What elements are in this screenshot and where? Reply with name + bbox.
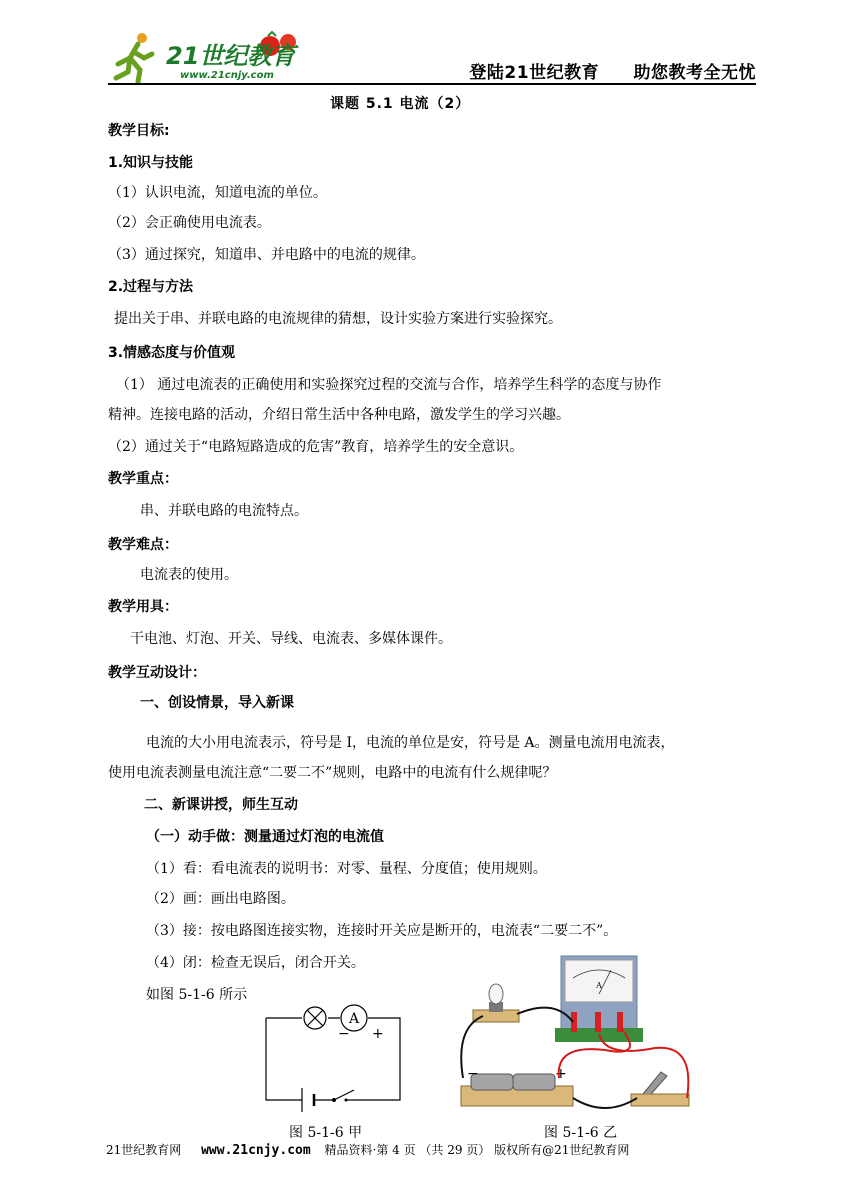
- text-line: （1）看：看电流表的说明书：对零、量程、分度值；使用规则。: [146, 861, 547, 877]
- battery-device: [461, 1066, 573, 1106]
- text-line: 串、并联电路的电流特点。: [140, 503, 308, 519]
- text-line: 教学目标:: [108, 123, 170, 139]
- text-line: 二、新课讲授，师生互动: [144, 797, 298, 813]
- slogan-right: 助您教考全无忧: [633, 63, 756, 83]
- text-line: 干电池、灯泡、开关、导线、电流表、多媒体课件。: [130, 631, 452, 647]
- slogan-left: 登陆21世纪教育: [469, 63, 600, 83]
- circuit-diagram: [262, 1000, 404, 1118]
- text-line: （3）接：按电路图连接实物，连接时开关应是断开的，电流表“二要二不”。: [146, 923, 618, 939]
- ammeter-device: [555, 956, 643, 1042]
- header-slogan: [441, 58, 756, 83]
- svg-text:A: A: [348, 1011, 360, 1027]
- lamp-symbol: [304, 1007, 326, 1029]
- lamp-device: [473, 984, 519, 1022]
- text-line: （2）画：画出电路图。: [146, 891, 295, 907]
- text-line: 精神。连接电路的活动，介绍日常生活中各种电路，激发学生的学习兴趣。: [108, 407, 570, 423]
- 21cnjy-logo: [108, 28, 308, 84]
- text-line: （4）闭：检查无误后，闭合开关。: [146, 955, 365, 971]
- header-rule: [108, 83, 756, 85]
- text-line: （一）动手做：测量通过灯泡的电流值: [146, 829, 384, 845]
- footer-url[interactable]: www.21cnjy.com: [201, 1143, 311, 1158]
- text-line: （3）通过探究，知道串、并电路中的电流的规律。: [108, 247, 425, 263]
- text-line: 一、创设情景，导入新课: [140, 695, 294, 711]
- footer-site: 21世纪教育网: [106, 1143, 182, 1157]
- text-line: 电流的大小用电流表示，符号是 I，电流的单位是安，符号是 A。测量电流用电流表，: [146, 735, 675, 751]
- text-line: （2）会正确使用电流表。: [108, 215, 271, 231]
- text-line: 教学难点：: [108, 537, 178, 553]
- text-line: 使用电流表测量电流注意“二要二不”规则，电路中的电流有什么规律呢？: [108, 765, 557, 781]
- text-line: （1） 通过电流表的正确使用和实验探究过程的交流与合作，培养学生科学的态度与协作: [116, 377, 662, 393]
- page-footer: [106, 1141, 629, 1158]
- battery-symbol: [302, 1088, 314, 1112]
- svg-text:+: +: [372, 1026, 384, 1042]
- switch-device: [631, 1072, 689, 1106]
- text-line: 3.情感态度与价值观: [108, 345, 236, 361]
- svg-text:A: A: [596, 981, 602, 990]
- svg-text:www.21cnjy.com: www.21cnjy.com: [180, 70, 274, 81]
- footer-info: 精品资料·第 4 页 （共 29 页） 版权所有@21世纪教育网: [324, 1143, 630, 1157]
- ammeter-symbol: [338, 1005, 384, 1042]
- figure-caption-right: 图 5-1-6 乙: [544, 1125, 618, 1141]
- figure-caption-left: 图 5-1-6 甲: [289, 1125, 363, 1141]
- page-header: [108, 28, 756, 84]
- text-line: 教学用具：: [108, 599, 178, 615]
- text-line: 1.知识与技能: [108, 155, 194, 171]
- text-line: 2.过程与方法: [108, 279, 194, 295]
- text-line: 电流表的使用。: [140, 567, 238, 583]
- text-line: 如图 5-1-6 所示: [146, 987, 248, 1003]
- svg-text:21世纪教育: 21世纪教育: [166, 42, 296, 70]
- svg-text:−: −: [338, 1026, 350, 1042]
- svg-text:+: +: [555, 1066, 567, 1082]
- text-line: （1）认识电流，知道电流的单位。: [108, 185, 327, 201]
- text-line: （2）通过关于“电路短路造成的危害”教育，培养学生的安全意识。: [108, 439, 524, 455]
- svg-text:−: −: [467, 1066, 479, 1082]
- text-line: 教学互动设计：: [108, 665, 206, 681]
- page-title: 课题 5.1 电流（2）: [330, 96, 471, 112]
- circuit-photo: [455, 948, 705, 1124]
- text-line: 提出关于串、并联电路的电流规律的猜想，设计实验方案进行实验探究。: [114, 311, 562, 327]
- text-line: 教学重点：: [108, 471, 178, 487]
